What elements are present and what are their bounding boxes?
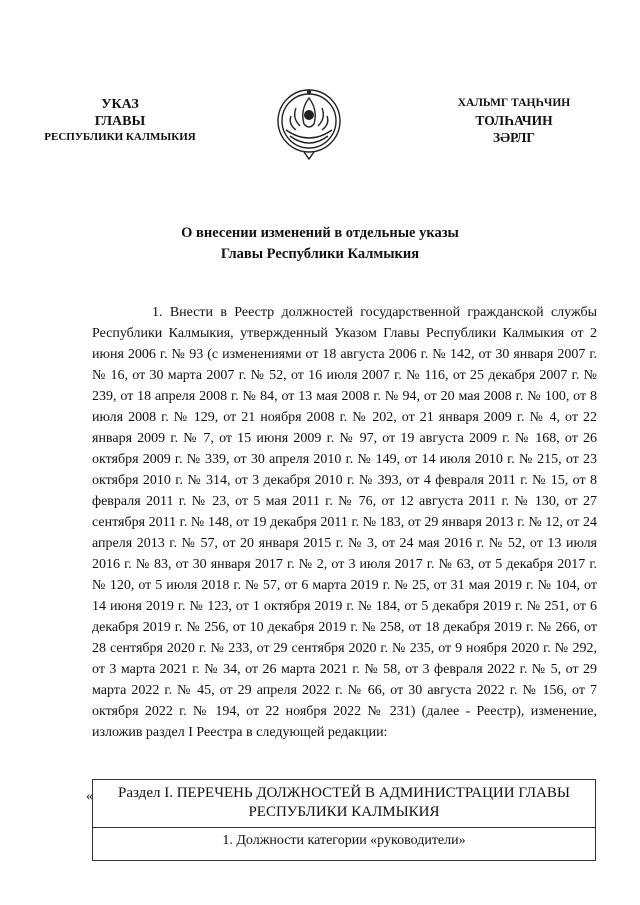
header-left-line-3: РЕСПУБЛИКИ КАЛМЫКИЯ xyxy=(44,131,196,143)
body-text xyxy=(92,302,597,743)
table-category-header: 1. Должности категории «руководители» xyxy=(222,833,466,848)
kalmykia-coat-of-arms-icon xyxy=(274,86,344,162)
opening-quote-mark: « xyxy=(86,789,93,804)
document-title-line-2: Главы Республики Калмыкия xyxy=(220,246,420,262)
document-title xyxy=(0,223,640,265)
header-right-line-2: ТОЛҺАЧИН xyxy=(475,113,553,128)
body-paragraph: 1. Внести в Реестр должностей государственной гражданской службы Республики Калмыкия, утвержденный Указом Главы Республики Калмыкия от 2 июня 2006 г. № 93 (с изменениями от 18 августа 2006 г. № 142, от 30 января 2007 г. № 16, от 30 марта 2007 г. № 52, от 16 июля 2007 г. № 116, от 25 декабря 2007 г. № 239, от 18 апреля 2008 г. № 84, от 13 мая 2008 г. № 94, от 20 мая 2008 г. № 100, от 8 июля 2008 г. № 129, от 21 ноября 2008 г. № 202, от 21 января 2009 г. № 4, от 22 января 2009 г. № 7, от 15 июня 2009 г. № 97, от 19 августа 2009 г. № 168, от 26 октября 2009 г. № 339, от 30 апреля 2010 г. № 149, от 14 июля 2010 г. № 215, от 23 октября 2010 г. № 314, от 3 декабря 2010 г. № 393, от 4 февраля 2011 г. № 15, от 8 февраля 2011 г. № 23, от 5 мая 2011 г. № 76, от 12 августа 2011 г. № 130, от 27 сентября 2011 г. № 148, от 19 декабря 2011 г. № 183, от 29 января 2013 г. № 12, от 24 апреля 2013 г. № 57, от 20 января 2015 г. № 3, от 24 мая 2016 г. № 52, от 13 июля 2016 г. № 83, от 30 января 2017 г. № 2, от 3 июля 2017 г. № 63, от 5 декабря 2017 г. № 120, от 5 июля 2018 г. № 57, от 6 марта 2019 г. № 25, от 31 мая 2019 г. № 104, от 14 июня 2019 г. № 123, от 1 октября 2019 г. № 184, от 5 декабря 2019 г. № 251, от 6 декабря 2019 г. № 256, от 10 декабря 2019 г. № 258, от 18 декабря 2019 г. № 266, от 28 сентября 2020 г. № 233, от 29 сентября 2020 г. № 235, от 9 ноября 2020 г. № 292, от 3 марта 2021 г. № 34, от 26 марта 2021 г. № 58, от 3 февраля 2022 г. № 5, от 29 марта 2022 г. № 45, от 29 апреля 2022 г. № 66, от 30 августа 2022 г. № 156, от 7 октября 2022 г. № 194, от 22 ноября 2022 № 231) (далее - Реестр), изменение, изложив раздел I Реестра в следующей редакции: xyxy=(92,305,597,740)
registry-section-table xyxy=(92,779,596,861)
header-right-block xyxy=(435,94,593,146)
table-section-title: Раздел I. ПЕРЕЧЕНЬ ДОЛЖНОСТЕЙ В АДМИНИСТРАЦИИ ГЛАВЫ РЕСПУБЛИКИ КАЛМЫКИЯ xyxy=(93,780,595,828)
document-title-line-1: О внесении изменений в отдельные указы xyxy=(181,225,459,241)
header-right-line-3: ЗӘРЛГ xyxy=(493,130,535,145)
header-left-line-2: ГЛАВЫ xyxy=(94,114,146,129)
header-left-line-1: УКАЗ xyxy=(101,97,139,112)
header-left-block xyxy=(36,96,204,145)
header-right-line-1: ХАЛЬМГ ТАҢҺЧИН xyxy=(457,97,571,109)
